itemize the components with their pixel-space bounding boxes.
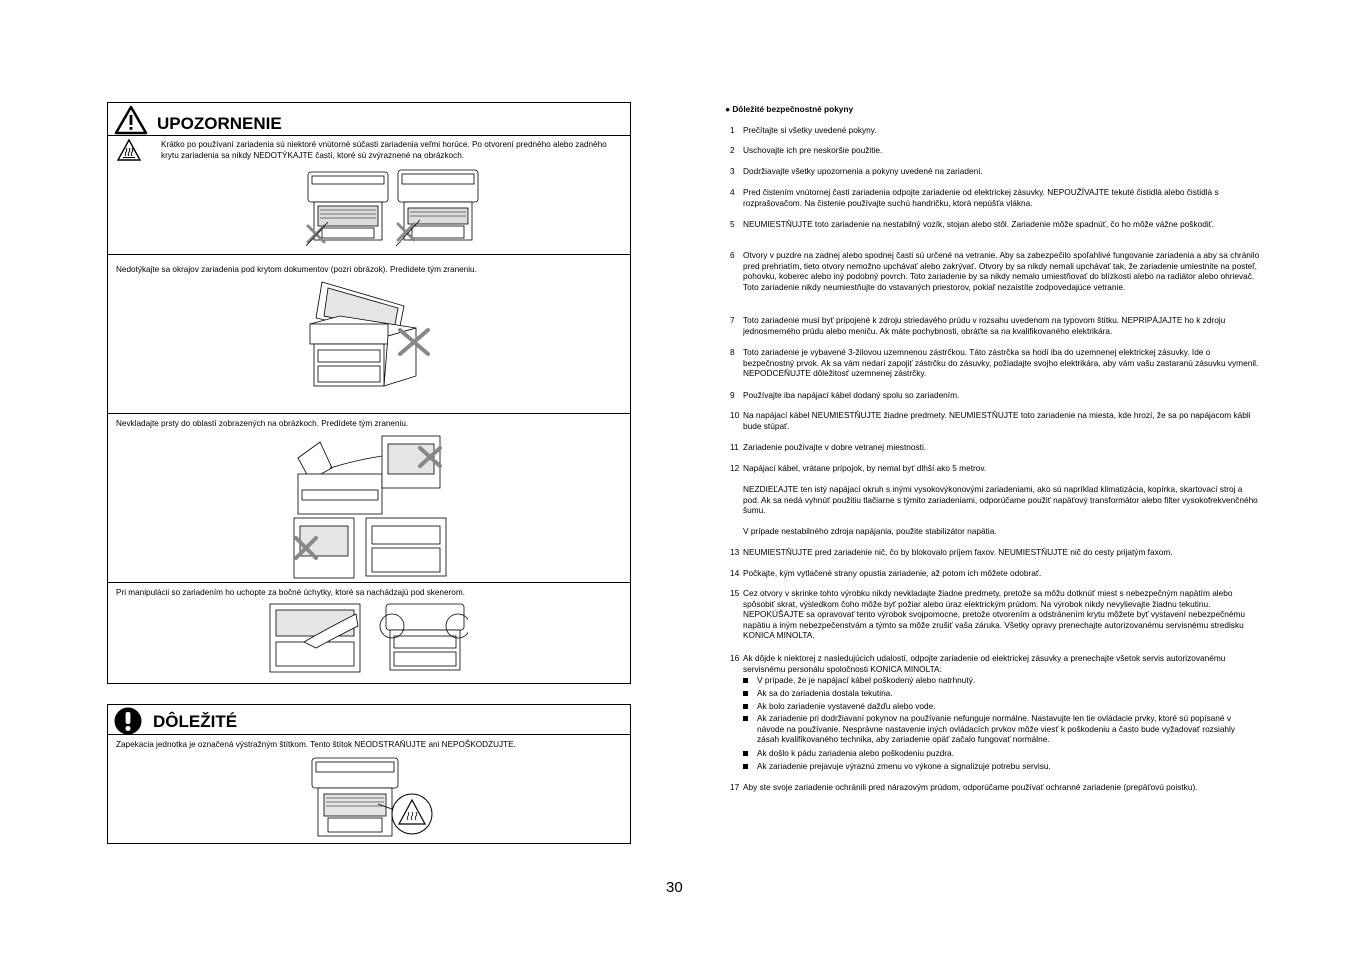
item-number: 7 <box>730 315 735 325</box>
caution-divider-1 <box>107 254 631 255</box>
bullet-square-icon <box>743 764 748 769</box>
safety-item-2 <box>730 145 1260 156</box>
safety-item-16 <box>730 653 1260 674</box>
lifting-handles-illustration <box>268 602 468 674</box>
item-number: 13 <box>730 547 740 557</box>
item-number: 2 <box>730 145 735 155</box>
item-text: NEZDIEĽAJTE ten istý napájací okruh s inými vysokovýkonovými zariadeniami, ako sú napríklad klimatizácia, kopírka, skartovací stroj a pod. Ak sa nedá vyhnúť použitiu tlačiarne s týmito zariadeniami, odporúčame použiť napäťový transformátor alebo filter vysokofrekvenčného šumu. <box>743 484 1258 515</box>
safety-item-12-note-a <box>730 484 1260 516</box>
caution-title-divider <box>107 135 631 136</box>
handling-text: Pri manipulácii so zariadením ho uchopte za bočné úchytky, ktoré sa nachádzajú pod skenerom. <box>116 588 465 597</box>
item-text: V prípade nestabilného zdroja napájania, použite stabilizátor napätia. <box>743 526 997 536</box>
bullet-square-icon <box>743 751 748 756</box>
safety-item-7 <box>730 315 1260 336</box>
safety-item-14 <box>730 568 1260 579</box>
bullet-text: V prípade, že je napájací kábel poškodený alebo natrhnutý. <box>757 675 976 685</box>
safety-item-4 <box>730 187 1260 208</box>
bullet-square-icon <box>743 678 748 683</box>
item-number: 10 <box>730 410 740 420</box>
item-text: Aby ste svoje zariadenie ochránili pred nárazovým prúdom, odporúčame používať ochranné zariadenie (prepäťovú poistku). <box>743 782 1198 792</box>
safety-item-1 <box>730 125 1260 136</box>
important-title: DÔLEŽITÉ <box>153 712 238 731</box>
hot-surface-icon <box>117 139 141 161</box>
item-number: 8 <box>730 347 735 357</box>
item-text: Používajte iba napájací kábel dodaný spolu so zariadením. <box>743 390 960 400</box>
item-number: 16 <box>730 653 740 663</box>
item-number: 15 <box>730 588 740 598</box>
bullet-text: Ak sa do zariadenia dostala tekutina. <box>757 688 893 698</box>
bullet-item <box>743 748 1258 759</box>
item-text: Prečítajte si všetky uvedené pokyny. <box>743 125 877 135</box>
bullet-text: Ak zariadenie prejavuje výraznú zmenu vo výkone a signalizuje potrebu servisu. <box>757 761 1051 771</box>
item-number: 14 <box>730 568 740 578</box>
bullet-square-icon <box>743 691 748 696</box>
item-text: NEUMIESTŇUJTE pred zariadenie nič, čo by blokovalo príjem faxov. NEUMIESTŇUJTE nič do cesty prijatým faxom. <box>743 547 1173 557</box>
bullet-text: Ak došlo k pádu zariadenia alebo poškodeniu puzdra. <box>757 748 954 758</box>
safety-heading: ● Dôležité bezpečnostné pokyny <box>725 104 854 114</box>
item-number: 12 <box>730 463 740 473</box>
item-number: 11 <box>730 442 739 452</box>
scanner-lid-open-illustration <box>306 278 442 390</box>
bullet-text: Ak zariadenie pri dodržiavaní pokynov na používanie nefunguje normálne. Nastavujte len tie ovládacie prvky, ktoré sú popísané v návode na používanie. Nesprávne nastavenie iných ovládacích prvkov môže viesť k poškodeniu a často bude vyžadovať rozsiahly zásah kvalifikovaného technika, aby zariadenie opäť začalo fungovať normálne. <box>757 713 1236 744</box>
safety-item-6 <box>730 250 1260 292</box>
exclamation-icon <box>113 706 143 736</box>
item-text: Toto zariadenie musí byť pripojené k zdroju striedavého prúdu v rozsahu uvedenom na typovom štítku. NEPRIPÁJAJTE ho k zdroju jednosmerného prúdu alebo meniču. Ak máte pochybnosti, obráťte sa na kvalifikovaného elektrikára. <box>743 315 1226 336</box>
bullet-square-icon <box>743 704 748 709</box>
item-text: Toto zariadenie je vybavené 3-žilovou uzemnenou zástrčkou. Táto zástrčka sa hodí iba do uzemnenej elektrickej zásuvky. Ide o bezpečnostný prvok. Ak sa vám nedarí zapojiť zástrčku do zásuvky, požiadajte svojho elektrikára, aby vám vašu zastaranú zásuvku vymenil. NEPODCEŇUJTE dôležitosť uzemnenej zástrčky. <box>743 347 1259 378</box>
bullet-item <box>743 713 1258 745</box>
item-text: Napájací kábel, vrátane prípojok, by nemal byť dlhší ako 5 metrov. <box>743 463 987 473</box>
safety-item-17 <box>730 782 1260 793</box>
item-number: 5 <box>730 219 735 229</box>
item-text: Otvory v puzdre na zadnej alebo spodnej časti sú určené na vetranie. Aby sa zabezpečilo spoľahlivé fungovanie zariadenia a aby sa chránilo pred prehriatím, tieto otvory nemožno upchávať alebo zakrývať. Otvory by sa nikdy nemali upchávať tak, že zariadenie umiestnite na posteľ, pohovku, koberec alebo iný podobný povrch. Toto zariadenie by sa nikdy nemalo umiestňovať do blízkosti alebo na radiátor alebo ohrievač. Toto zariadenie nikdy neumiestňujte do vstavaných priestorov, pokiaľ nezaistíte zodpovedajúce vetranie. <box>743 250 1260 292</box>
bullet-item <box>743 688 1258 699</box>
caution-title: UPOZORNENIE <box>157 114 282 133</box>
item-number: 1 <box>730 125 735 135</box>
safety-item-8 <box>730 347 1260 379</box>
item-number: 3 <box>730 166 735 176</box>
printer-open-illustration <box>302 166 488 248</box>
safety-item-5 <box>730 219 1260 230</box>
finger-hazard-illustration <box>290 434 450 582</box>
item-text: Zariadenie používajte v dobre vetranej miestnosti. <box>743 442 927 452</box>
safety-item-13 <box>730 547 1260 558</box>
item-text: Ak dôjde k niektorej z nasledujúcich udalostí, odpojte zariadenie od elektrickej zásuvky a prenechajte všetok servis autorizovanému servisnému personálu spoločnosti KONICA MINOLTA: <box>743 653 1226 674</box>
item-text: Uschovajte ich pre neskoršie použitie. <box>743 145 883 155</box>
bullet-item <box>743 675 1258 686</box>
safety-item-3 <box>730 166 1260 177</box>
item-number: 4 <box>730 187 735 197</box>
scanner-edge-text: Nedotýkajte sa okrajov zariadenia pod krytom dokumentov (pozri obrázok). Predídete tým zraneniu. <box>116 265 477 274</box>
bullet-item <box>743 761 1258 772</box>
item-text: Na napájací kábel NEUMIESTŇUJTE žiadne predmety. NEUMIESTŇUJTE toto zariadenie na miesta, kde hrozí, že sa po napájacom kábli bude stúpať. <box>743 410 1251 431</box>
important-title-divider <box>107 734 631 735</box>
item-text: Počkajte, kým vytlačené strany opustia zariadenie, až potom ich môžete odobrať. <box>743 568 1042 578</box>
item-text: Pred čistením vnútornej časti zariadenia odpojte zariadenie od elektrickej zásuvky. NEPOUŽÍVAJTE tekuté čistidlá alebo čistidlá s rozprašovačom. Na čistenie používajte suchú handričku, ktorá nepúšťa vlákna. <box>743 187 1219 208</box>
fuser-label-illustration <box>308 756 438 840</box>
item-number: 17 <box>730 782 740 792</box>
warning-triangle-icon <box>114 105 148 135</box>
item-number: 6 <box>730 250 735 260</box>
safety-item-11 <box>730 442 1260 453</box>
safety-item-12-note-b <box>730 526 1260 537</box>
safety-item-9 <box>730 390 1260 401</box>
hot-warning-text: Krátko po používaní zariadenia sú niektoré vnútorné súčasti zariadenia veľmi horúce. Po otvorení predného alebo zadného krytu zariadenia sa nikdy NEDOTÝKAJTE častí, ktoré sú zvýraznené na obrázkoch. <box>161 140 607 160</box>
item-text: NEUMIESTŇUJTE toto zariadenie na nestabilný vozík, stojan alebo stôl. Zariadenie môže spadnúť, čo ho môže vážne poškodiť. <box>743 219 1215 229</box>
safety-item-10 <box>730 410 1260 431</box>
page-number: 30 <box>666 879 683 896</box>
item-text: Dodržiavajte všetky upozornenia a pokyny uvedené na zariadení. <box>743 166 983 176</box>
safety-item-15 <box>730 588 1260 641</box>
bullet-item <box>743 701 1258 712</box>
bullet-square-icon <box>743 716 748 721</box>
caution-divider-3 <box>107 582 631 583</box>
caution-divider-2 <box>107 413 631 414</box>
important-text: Zapekacia jednotka je označená výstražným štítkom. Tento štítok NEODSTRAŇUJTE ani NEPOŠKODZUJTE. <box>116 740 516 749</box>
item-text: Cez otvory v skrinke tohto výrobku nikdy nevkladajte žiadne predmety, pretože sa môžu dotknúť miest s nebezpečným napätím alebo spôsobiť skrat, výsledkom čoho môže byť požiar alebo úraz elektrickým prúdom. Na výrobok nikdy nevylievajte žiadnu tekutinu. NEPOKÚŠAJTE sa opravovať tento výrobok svojpomocne, pretože otvorením a odstránením krytu môžete byť vystavení nebezpečnému napätiu a iným nebezpečenstvám a týmto sa môže zrušiť vaša záruka. Všetky opravy prenechajte autorizovanému servisnému stredisku KONICA MINOLTA. <box>743 588 1245 640</box>
bullet-text: Ak bolo zariadenie vystavené dažďu alebo vode. <box>757 701 936 711</box>
fingers-warning-text: Nevkladajte prsty do oblastí zobrazených na obrázkoch. Predídete tým zraneniu. <box>116 419 409 428</box>
item-number: 9 <box>730 390 735 400</box>
safety-item-12 <box>730 463 1260 474</box>
